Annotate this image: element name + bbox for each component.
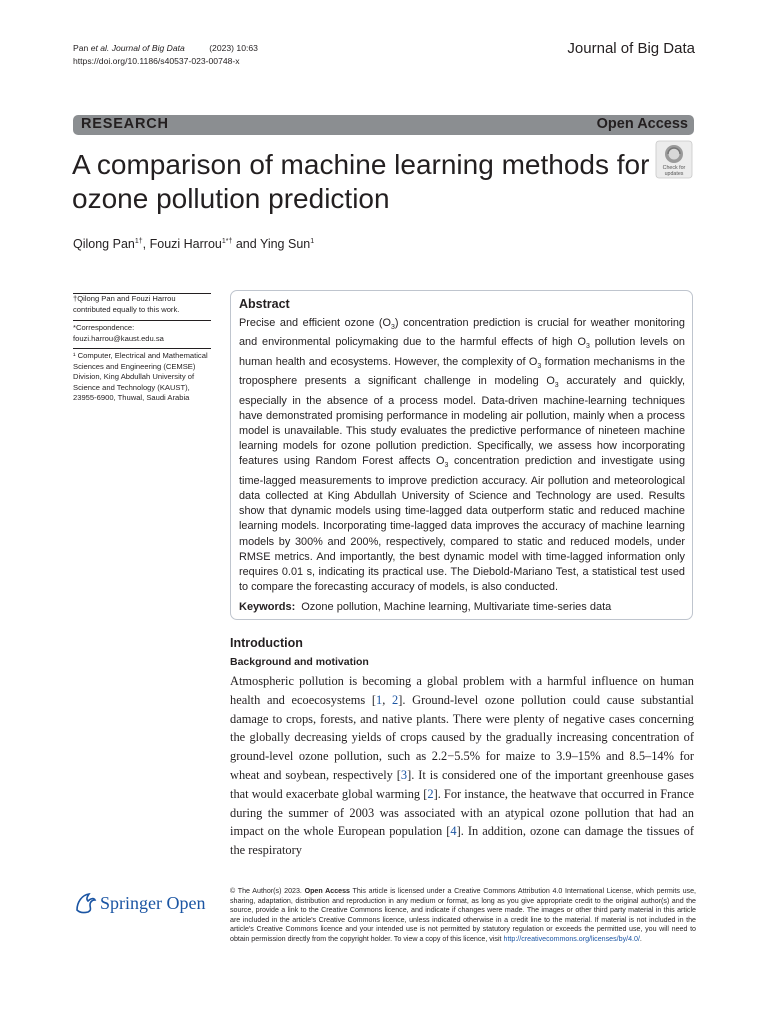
keywords-list: Ozone pollution, Machine learning, Multivariate time-series data	[301, 601, 612, 613]
section-heading: Introduction	[230, 636, 303, 650]
subscript: 3	[444, 462, 449, 470]
license-open-access: Open Access	[304, 887, 350, 895]
header-journal: et al. Journal of Big Data	[90, 43, 185, 53]
open-access-label: Open Access	[596, 116, 688, 132]
citation-line	[73, 42, 258, 55]
subscript: 3	[554, 382, 559, 390]
abstract-seg: concentration prediction and investigate using time-lagged measurements to improve prediction accuracy. Air pollution and meteorological data collected at King Abdullah University of Science and Technology are used. Results show that dynamic models using time-lagged data outperform static and reduced machine learning models. Incorporating time-lagged data improves the accuracy of machine learning models by 300% and 200%, respectively, compared to static and reduced models, under RMSE metrics. And importantly, the best dynamic model with time-lagged information only requires 0.01 s, indicating its practical use. The Diebold-Mariano Test, a statistical test used to compare the forecasting accuracy of models, is also conducted.	[239, 455, 686, 594]
journal-name: Journal of Big Data	[567, 40, 695, 57]
citation-link[interactable]: 4	[450, 824, 457, 839]
affiliation-text: ¹ Computer, Electrical and Mathematical Sciences and Engineering (CEMSE) Division, King Abdullah University of Science and Technology (KAUST), 23955-6900, Thuwal, Saudi Arabia	[73, 351, 208, 403]
body-seg: ]. It is considered one of the important greenhouse gases that would exacerbate global warming [	[230, 767, 694, 801]
body-seg: ,	[382, 692, 392, 707]
subscript: 3	[537, 362, 542, 370]
check-updates-icon	[654, 140, 694, 180]
correspondence-email[interactable]: fouzi.harrou@kaust.edu.sa	[73, 334, 164, 343]
citation-link[interactable]: 2	[427, 786, 434, 801]
subsection-heading: Background and motivation	[230, 656, 369, 668]
citation-link[interactable]: 1	[376, 692, 383, 707]
logo-text: Springer Open	[100, 893, 206, 913]
license-seg: This article is licensed under a Creative Commons Attribution 4.0 International License, which permits use, sharing, adaptation, distribution and reproduction in any medium or format, as long as you give appropriate credit to the original author(s) and the source, provide a link to the Creative Commons licence, and indicate if changes were made. The images or other third party material in this article are included in the article's Creative Commons licence, unless indicated otherwise in a credit line to the material. If material is not included in the article's Creative Commons licence and your intended use is not permitted by statutory regulation or exceeds the permitted use, you will need to obtain permission directly from the copyright holder. To view a copy of this licence, visit	[230, 887, 696, 943]
author-1-affil: 1†	[134, 237, 143, 245]
body-seg: ]. For instance, the heatwave that occurred in France during the summer of 2003 was associated with an atypical ozone pollution that had an impact on the whole European population [	[230, 786, 694, 839]
body-seg: ]. Ground-level ozone pollution could cause substantial damage to crops, forests, and native plants. There were plenty of negative cases concerning the globally decreasing yields of crops caused by the gradually increasing concentration of ground-level ozone pollution, such as 2.2−5.5% for maize to 3.9–15% and 8.5–14% for wheat and soybean, respectively [	[230, 692, 695, 782]
badge-line1: Check for	[662, 165, 686, 171]
abstract-heading: Abstract	[239, 297, 290, 311]
license-seg: © The Author(s) 2023.	[230, 887, 305, 895]
header-year-volume: (2023) 10:63	[209, 43, 258, 53]
badge-line2: updates	[664, 171, 684, 177]
author-3-affil: 1	[310, 237, 315, 245]
equal-contribution-note: †Qilong Pan and Fouzi Harrou contributed equally to this work.	[73, 294, 180, 314]
article-type-label: RESEARCH	[81, 116, 169, 132]
author-1[interactable]: Qilong Pan	[73, 237, 135, 251]
citation-link[interactable]: 2	[392, 692, 399, 707]
subscript: 3	[391, 324, 395, 332]
correspondence-label: *Correspondence:	[73, 323, 135, 332]
intro-paragraph	[230, 672, 694, 860]
author-list	[73, 237, 314, 251]
body-seg: Atmospheric pollution is becoming a global problem with a harmful influence on human health and ecoecosystems [	[230, 674, 694, 707]
springer-open-logo	[73, 888, 213, 918]
author-2-affil: 1*†	[221, 237, 233, 245]
article-title: A comparison of machine learning methods for ozone pollution prediction	[72, 149, 650, 214]
doi-link[interactable]: https://doi.org/10.1186/s40537-023-00748-x	[73, 56, 240, 66]
springer-horse-icon	[73, 888, 213, 918]
license-link[interactable]: http://creativecommons.org/licenses/by/4.0/	[503, 934, 640, 943]
license-text	[230, 887, 696, 945]
author-2[interactable]: , Fouzi Harrou	[142, 237, 222, 251]
keywords-label: Keywords:	[239, 601, 296, 613]
running-header	[73, 42, 258, 68]
check-for-updates-badge[interactable]	[654, 140, 694, 180]
keywords-line	[239, 601, 611, 613]
abstract-seg: ) concentration prediction is crucial for weather monitoring and environmental policymaking due to the harmful effects of high O	[239, 317, 685, 349]
abstract-seg: formation mechanisms in the troposphere presents a significant challenge in modeling O	[239, 355, 686, 388]
body-seg: ]. In addition, ozone can damage the tissues of the respiratory	[230, 824, 694, 858]
header-author: Pan	[73, 43, 89, 53]
abstract-text	[239, 316, 685, 595]
sidebar-divider	[73, 320, 211, 321]
abstract-seg: Precise and efficient ozone (O	[239, 317, 391, 329]
article-type-bar	[73, 115, 694, 135]
citation-link[interactable]: 3	[400, 767, 408, 782]
abstract-seg: pollution levels on human health and ecosystems. However, the complexity of O	[239, 336, 685, 368]
sidebar-divider	[73, 348, 211, 349]
author-3[interactable]: and Ying Sun	[232, 237, 311, 251]
abstract-seg: accurately and quickly, especially in the absence of a process model. Data-driven machine-learning techniques have demonstrated promising performance in modeling air pollution, mainly when a process model is unavailable. This study evaluates the predictive performance of nineteen machine learning models for ozone pollution prediction. Specifically, we assess how incorporating features using Random Forest affects O	[239, 375, 686, 468]
license-seg: .	[639, 934, 642, 943]
subscript: 3	[585, 343, 590, 351]
